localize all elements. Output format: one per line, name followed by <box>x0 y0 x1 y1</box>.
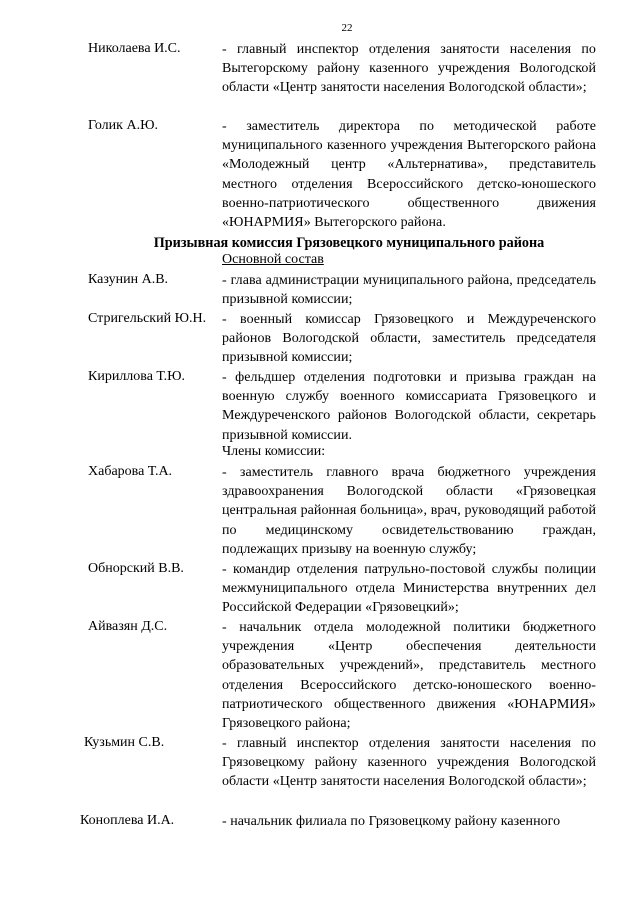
person-role: - главный инспектор отделения занятости населения по Грязовецкому району казенного учреждения Вологодской области «Центр занятости населения Вологодской области»; <box>222 736 596 790</box>
page-number: 22 <box>341 22 353 34</box>
person-name: Хабарова Т.А. <box>88 464 173 479</box>
person-name: Обнорский В.В. <box>88 561 184 576</box>
person-name: Стригельский Ю.Н. <box>88 311 207 326</box>
person-role: - фельдшер отделения подготовки и призыва граждан на военную службу военного комиссариата Грязовецкого и Междуреченского районов Вологодской области, секретарь призывной комиссии. <box>222 370 596 443</box>
person-name: Айвазян Д.С. <box>88 619 168 634</box>
person-role: - главный инспектор отделения занятости населения по Вытегорскому району казенного учреждения Вологодской области «Центр занятости населения Вологодской области»; <box>222 42 596 96</box>
main-composition-label: Основной состав <box>222 252 324 267</box>
person-role: - командир отделения патрульно-постовой службы полиции межмуниципального отдела Министерства внутренних дел Российской Федерации «Грязовецкий»; <box>222 562 596 616</box>
person-name: Кузьмин С.В. <box>84 735 165 750</box>
commission-title: Призывная комиссия Грязовецкого муниципального района <box>153 235 545 251</box>
members-label: Члены комиссии: <box>222 444 326 459</box>
person-role: - военный комиссар Грязовецкого и Междуреченского районов Вологодской области, заместитель председателя призывной комиссии; <box>222 312 596 366</box>
person-role: - заместитель директора по методической работе муниципального казенного учреждения Вытегорского района «Молодежный центр «Альтернатива», представитель местного отделения Всероссийского детско-юношеского военно-патриотического общественного движения «ЮНАРМИЯ» Вытегорского района. <box>222 119 596 231</box>
person-role: - начальник филиала по Грязовецкому району казенного <box>222 814 561 829</box>
person-role: - начальник отдела молодежной политики бюджетного учреждения «Центр обеспечения деятельности образовательных учреждений», представитель местного отделения Всероссийского детско-юношеского военно-патриотического общественного движения «ЮНАРМИЯ» Грязовецкого района; <box>222 620 596 732</box>
person-name: Казунин А.В. <box>88 272 169 287</box>
person-role: - заместитель главного врача бюджетного учреждения здравоохранения Вологодской области «Грязовецкая центральная районная больница», врач, руководящий работой по медицинскому освидетельствованию граждан, подлежащих призыву на военную службу; <box>222 465 596 557</box>
person-name: Кириллова Т.Ю. <box>88 369 185 384</box>
person-name: Николаева И.С. <box>88 41 181 56</box>
person-name: Коноплева И.А. <box>80 813 175 828</box>
person-role: - глава администрации муниципального района, председатель призывной комиссии; <box>222 273 596 308</box>
person-name: Голик А.Ю. <box>88 118 158 133</box>
